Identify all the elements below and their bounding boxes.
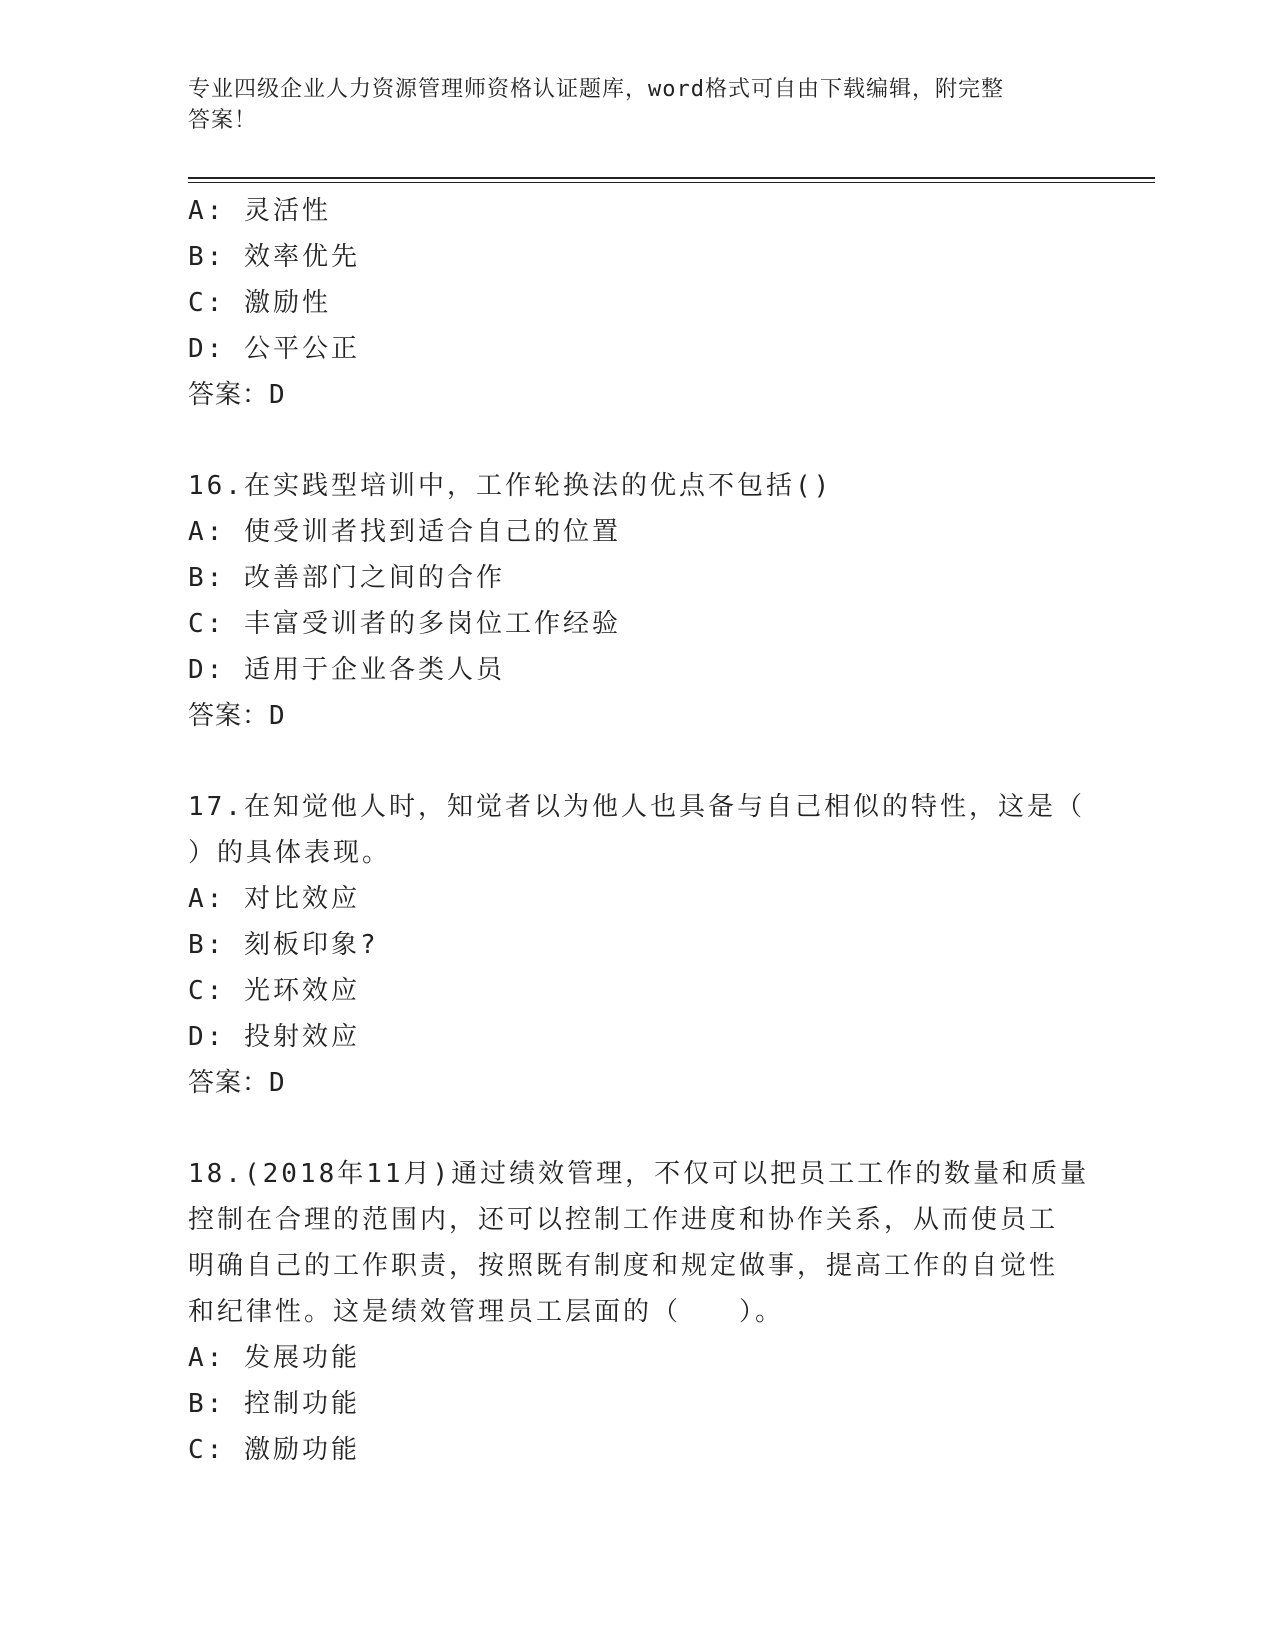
option-d: D: 投射效应 — [188, 1022, 360, 1052]
option-c: C: 光环效应 — [188, 976, 360, 1006]
option-c: C: 激励功能 — [188, 1435, 360, 1465]
document-header — [188, 74, 1068, 136]
header-line-1: 专业四级企业人力资源管理师资格认证题库，word格式可自由下载编辑，附完整 — [188, 77, 1004, 102]
question-stem-line-3: 明确自己的工作职责，按照既有制度和规定做事，提高工作的自觉性 — [188, 1251, 1059, 1281]
question-stem: 16.在实践型培训中，工作轮换法的优点不包括() — [188, 471, 833, 501]
question-17 — [188, 784, 1088, 1106]
option-b: B: 效率优先 — [188, 242, 360, 272]
question-stem-line-2: ）的具体表现。 — [188, 838, 392, 868]
option-c: C: 丰富受训者的多岗位工作经验 — [188, 609, 621, 639]
question-18 — [188, 1151, 1088, 1473]
option-a: A: 发展功能 — [188, 1343, 360, 1373]
header-line-2: 答案！ — [188, 108, 258, 133]
answer-line: 答案：D — [188, 1068, 286, 1098]
question-content — [188, 188, 1088, 1473]
option-b: B: 改善部门之间的合作 — [188, 563, 505, 593]
option-b: B: 刻板印象? — [188, 930, 379, 960]
option-d: D: 适用于企业各类人员 — [188, 655, 505, 685]
option-a: A: 灵活性 — [188, 196, 331, 226]
option-a: A: 使受训者找到适合自己的位置 — [188, 517, 621, 547]
answer-line: 答案：D — [188, 701, 286, 731]
question-stem-line-2: 控制在合理的范围内，还可以控制工作进度和协作关系，从而使员工 — [188, 1205, 1059, 1235]
question-15 — [188, 188, 1088, 418]
answer-line: 答案：D — [188, 380, 286, 410]
question-16 — [188, 463, 1088, 739]
header-rule-thick — [188, 177, 1155, 179]
option-b: B: 控制功能 — [188, 1389, 360, 1419]
header-rule-thin — [188, 182, 1155, 183]
option-a: A: 对比效应 — [188, 884, 360, 914]
option-c: C: 激励性 — [188, 288, 331, 318]
option-d: D: 公平公正 — [188, 334, 360, 364]
question-stem-line-4: 和纪律性。这是绩效管理员工层面的（ ）。 — [188, 1297, 785, 1327]
question-stem-line-1: 18.(2018年11月)通过绩效管理，不仅可以把员工工作的数量和质量 — [188, 1159, 1090, 1189]
question-stem-line-1: 17.在知觉他人时，知觉者以为他人也具备与自己相似的特性，这是（ — [188, 792, 1085, 822]
